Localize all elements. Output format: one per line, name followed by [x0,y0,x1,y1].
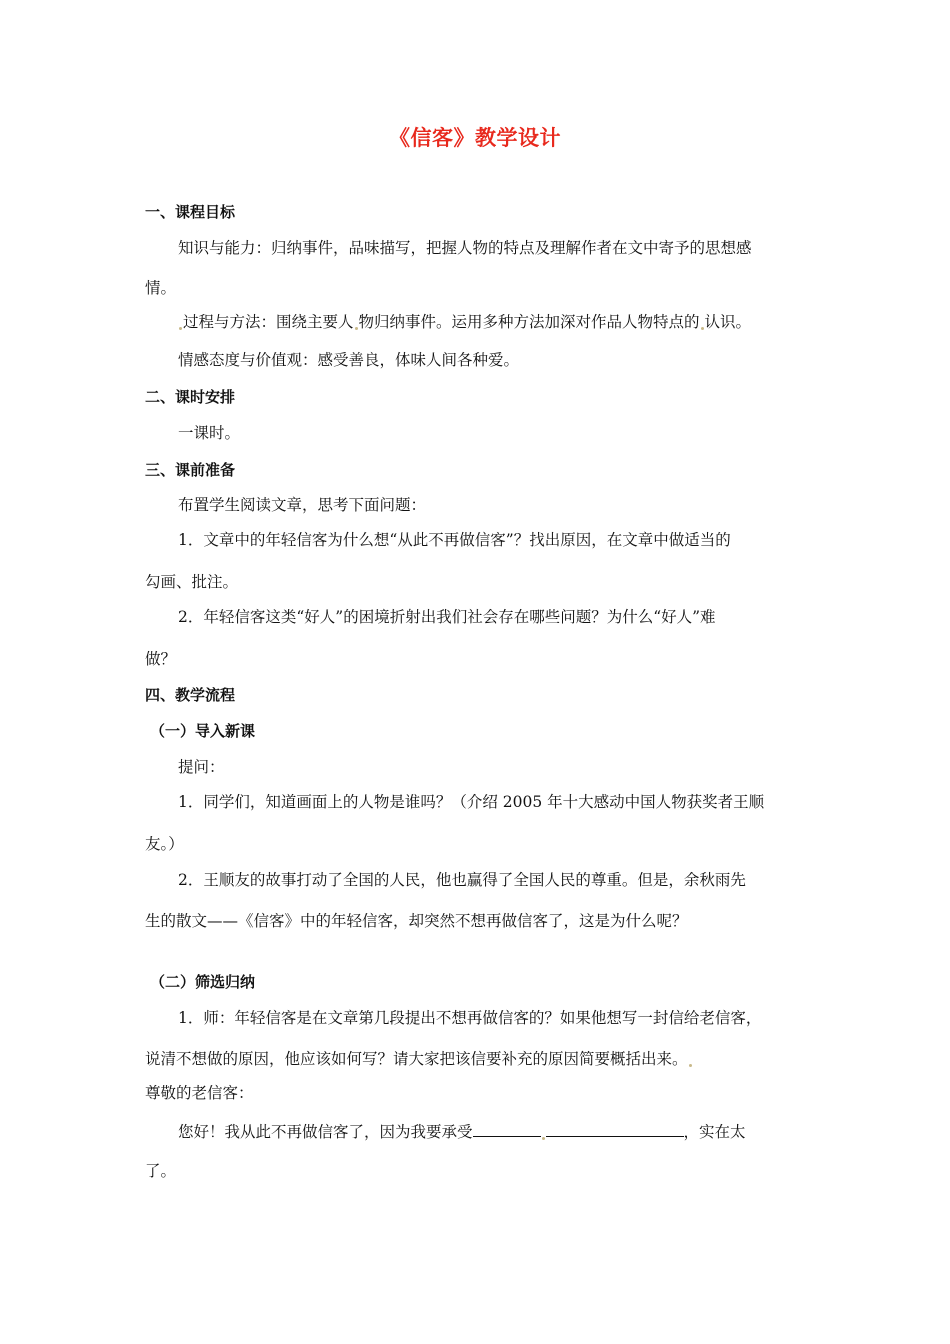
letter-salutation: 尊敬的老信客： [145,1084,254,1102]
question-2-cont: 做？ [145,650,177,668]
letter-body-cont: 了。 [145,1162,177,1180]
letter-body [178,1120,746,1143]
section-heading-goals: 一、课程目标 [145,203,236,221]
section-heading-schedule: 二、课时安排 [145,388,236,406]
subsection-heading-summarize: （二）筛选归纳 [150,973,256,991]
annotation-mark [179,327,182,330]
annotation-mark [701,327,704,330]
paragraph-schedule: 一课时。 [178,424,241,442]
paragraph-ask: 提问： [178,758,225,776]
fill-in-blank[interactable] [473,1120,541,1137]
summarize-item-1-cont [145,1048,693,1070]
intro-item-1-cont: 友。） [145,835,184,853]
section-heading-preparation: 三、课前准备 [145,461,236,479]
text-run: 说清不想做的原因，他应该如何写？请大家把该信要补充的原因简要概括出来。 [145,1050,688,1068]
paragraph-knowledge-ability: 知识与能力：归纳事件，品味描写，把握人物的特点及理解作者在文中寄予的思想感 [178,239,752,257]
text-run: ，实在太 [683,1123,746,1141]
text-run: 物归纳事件。运用多种方法加深对作品人物特点的 [358,313,700,331]
paragraph-emotion-values: 情感态度与价值观：感受善良，体味人间各种爱。 [178,351,520,369]
summarize-item-1: 1．师：年轻信客是在文章第几段提出不想再做信客的？如果他想写一封信给老信客， [178,1009,762,1027]
section-heading-process: 四、教学流程 [145,686,236,704]
question-1: 1．文章中的年轻信客为什么想“从此不再做信客”？找出原因，在文章中做适当的 [178,531,731,549]
text-run: 您好！我从此不再做信客了，因为我要承受 [178,1123,473,1141]
text-run: 过程与方法：围绕主要人 [183,313,354,331]
annotation-mark [542,1137,545,1140]
paragraph-process-method [178,311,751,333]
question-2: 2．年轻信客这类“好人”的困境折射出我们社会存在哪些问题？为什么“好人”难 [178,608,716,626]
document-title: 《信客》教学设计 [389,126,561,150]
subsection-heading-intro: （一）导入新课 [150,722,256,740]
text-run: 认识。 [704,313,752,331]
intro-item-2-cont: 生的散文——《信客》中的年轻信客，却突然不想再做信客了，这是为什么呢？ [145,912,688,930]
annotation-mark [355,327,358,330]
paragraph-knowledge-ability-cont: 情。 [145,279,177,297]
question-1-cont: 勾画、批注。 [145,573,239,591]
paragraph-preparation: 布置学生阅读文章，思考下面问题： [178,496,427,514]
annotation-mark [689,1064,692,1067]
intro-item-2: 2．王顺友的故事打动了全国的人民，他也赢得了全国人民的尊重。但是，余秋雨先 [178,871,746,889]
fill-in-blank[interactable] [546,1120,684,1137]
intro-item-1: 1．同学们，知道画面上的人物是谁吗？（介绍 2005 年十大感动中国人物获奖者王顺 [178,793,765,811]
